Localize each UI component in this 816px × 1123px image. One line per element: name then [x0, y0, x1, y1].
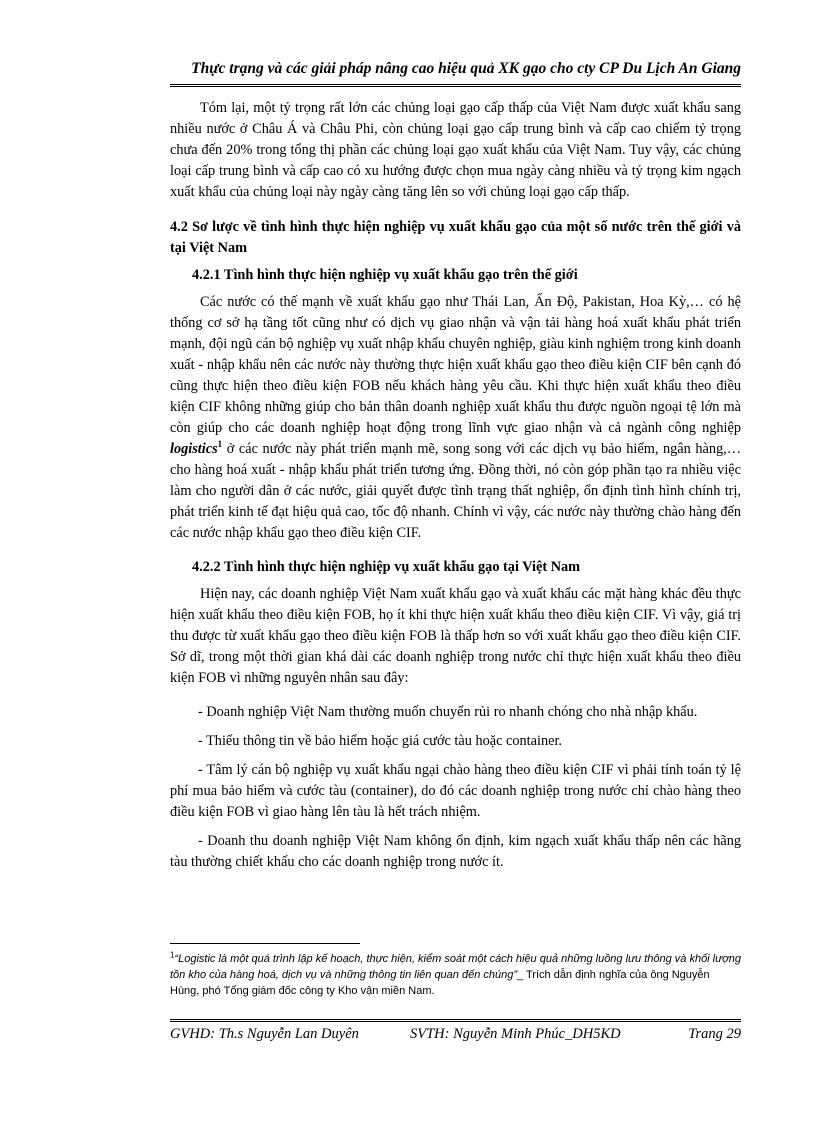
paragraph-world-text-a: Các nước có thế mạnh về xuất khẩu gạo như Thái Lan, Ấn Độ, Pakistan, Hoa Kỳ,… có hệ thống cơ sở hạ tầng tốt cũng như có dịch vụ giao nhận và vận tải hàng hoá xuất khẩu phát triển mạnh, đội ngũ cán bộ nghiệp vụ xuất nhập khẩu chuyên nghiệp, giàu kinh nghiệm trong kinh doanh xuất - nhập khẩu nên các nước này thường thực hiện xuất khẩu gạo theo điều kiện CIF bên cạnh đó cũng thực hiện theo điều kiện FOB nếu khách hàng yêu cầu. Khi thực hiện xuất khẩu theo điều kiện CIF không những giúp cho bản thân doanh nghiệp xuất khẩu thu được nguồn ngoại tệ lớn mà còn giúp cho các doanh nghiệp hoạt động trong lĩnh vực giao nhận và cả ngành công nghiệp [170, 294, 741, 436]
footer-rule [170, 1019, 741, 1022]
header-rule [170, 84, 741, 87]
reason-list-item: - Thiếu thông tin về bảo hiểm hoặc giá cước tàu hoặc container. [198, 733, 563, 749]
heading-section-4-2-1: 4.2.1 Tình hình thực hiện nghiệp vụ xuất khẩu gạo trên thế giới [192, 267, 578, 283]
reason-list-item: - Doanh nghiệp Việt Nam thường muốn chuyển rủi ro nhanh chóng cho nhà nhập khẩu. [198, 704, 698, 720]
page-body [170, 98, 741, 881]
footer-student: SVTH: Nguyễn Minh Phúc_DH5KD [410, 1026, 621, 1042]
running-header: Thực trạng và các giải pháp nâng cao hiệu quả XK gạo cho cty CP Du Lịch An Giang [191, 60, 741, 77]
footnote-quote: “Logistic là một quá trình lập kế hoạch, thực hiện, kiểm soát một cách hiệu quả những luồng lưu thông và khối lượng tồn kho của hàng hoá, dịch vụ và những thông tin liên quan đến chúng” [170, 953, 741, 981]
footnote-mark: 1 [170, 950, 175, 960]
heading-section-4-2-2: 4.2.2 Tình hình thực hiện nghiệp vụ xuất khẩu gạo tại Việt Nam [192, 559, 581, 575]
paragraph-world-text-b: ở các nước này phát triển mạnh mẽ, song song với các dịch vụ bảo hiểm, ngân hàng,… cho hàng hoá xuất - nhập khẩu phát triển tương ứng. Đồng thời, nó còn góp phần tạo ra nhiều việc làm cho người dân ở các nước, giải quyết được tình trạng thất nghiệp, ổn định tình hình chính trị, phát triển kinh tế đạt hiệu quả cao, tốc độ nhanh. Chính vì vậy, các nước này thường chào hàng đến các nước nhập khẩu gạo theo điều kiện CIF. [170, 441, 741, 541]
footnote-reference[interactable]: 1 [217, 439, 223, 450]
footnote [170, 951, 741, 999]
footer-supervisor: GVHD: Th.s Nguyễn Lan Duyên [170, 1026, 359, 1042]
footnote-source: _ Trích dẫn định nghĩa của ông Nguyễn Hùng, phó Tổng giám đốc công ty Kho vận miền Nam. [170, 969, 710, 997]
page-number: Trang 29 [688, 1026, 741, 1042]
reason-list-item: - Tâm lý cán bộ nghiệp vụ xuất khẩu ngại chào hàng theo điều kiện CIF vì phải tính toán tỷ lệ phí mua bảo hiểm và cước tàu (container), do đó các doanh nghiệp trong nước chỉ chào hàng theo điều kiện FOB vì giao hàng lên tàu là hết trách nhiệm. [170, 762, 741, 820]
paragraph-world-export [170, 292, 741, 544]
paragraph-vietnam-export: Hiện nay, các doanh nghiệp Việt Nam xuất khẩu gạo và xuất khẩu các mặt hàng khác đều thực hiện xuất khẩu theo điều kiện FOB, họ ít khi thực hiện xuất khẩu theo điều kiện CIF. Vì vậy, giá trị thu được từ xuất khẩu gạo theo điều kiện FOB là thấp hơn so với xuất khẩu gạo theo điều kiện CIF. Sở dĩ, trong một thời gian khá dài các doanh nghiệp trong nước chỉ thực hiện xuất khẩu theo điều kiện FOB vì những nguyên nhân sau đây: [170, 586, 741, 686]
logistics-term: logistics [170, 441, 218, 457]
reason-list-item: - Doanh thu doanh nghiệp Việt Nam không ổn định, kim ngạch xuất khẩu thấp nên các hãng tàu thường chiết khấu cho các doanh nghiệp trong nước ít. [170, 833, 741, 870]
footnote-separator [170, 943, 360, 944]
footnote-text [170, 951, 741, 999]
paragraph-summary: Tóm lại, một tỷ trọng rất lớn các chủng loại gạo cấp thấp của Việt Nam được xuất khẩu sang nhiều nước ở Châu Á và Châu Phi, còn chủng loại gạo cấp trung bình và cấp cao chiếm tỷ trọng chưa đến 20% trong tổng thị phần các chủng loại gạo xuất khẩu của Việt Nam. Tuy vậy, các chủng loại cấp trung bình và cấp cao có xu hướng được chọn mua ngày càng nhiều và tỷ trọng kim ngạch xuất khẩu của chủng loại này ngày càng tăng lên so với chủng loại gạo cấp thấp. [170, 100, 741, 200]
heading-section-4-2: 4.2 Sơ lược về tình hình thực hiện nghiệp vụ xuất khẩu gạo của một số nước trên thế giới và tại Việt Nam [170, 219, 741, 256]
